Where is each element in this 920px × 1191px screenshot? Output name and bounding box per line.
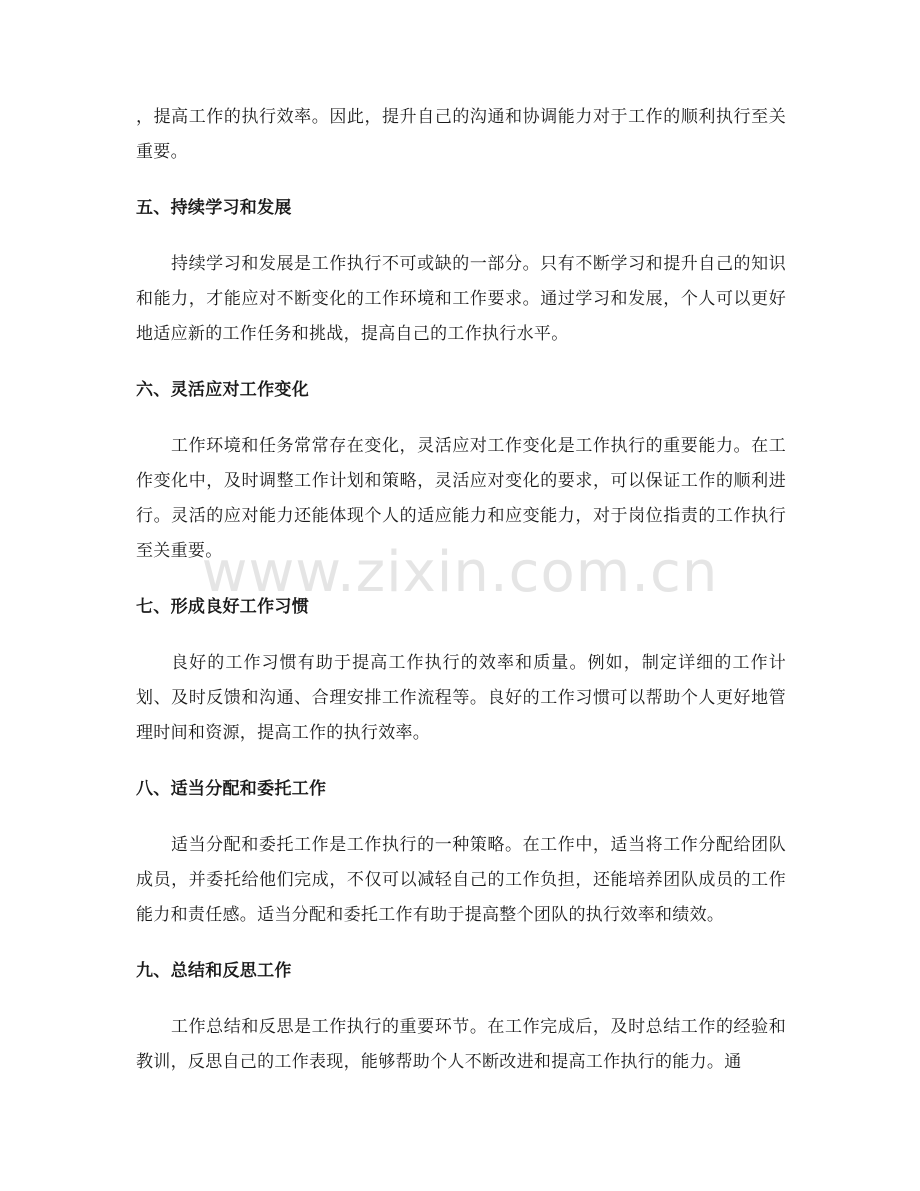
section-body-6: 工作环境和任务常常存在变化，灵活应对工作变化是工作执行的重要能力。在工作变化中，及时调整工作计划和策略，灵活应对变化的要求，可以保证工作的顺利进行。灵活的应对能力还能体现个人的适应能力和应变能力，对于岗位指责的工作执行至关重要。 xyxy=(136,436,786,561)
section-heading-5: 五、持续学习和发展 xyxy=(136,198,292,218)
section-body-9: 工作总结和反思是工作执行的重要环节。在工作完成后，及时总结工作的经验和教训，反思自己的工作表现，能够帮助个人不断改进和提高工作执行的能力。通 xyxy=(136,1017,786,1072)
section-body-8: 适当分配和委托工作是工作执行的一种策略。在工作中，适当将工作分配给团队成员，并委托给他们完成，不仅可以减轻自己的工作负担，还能培养团队成员的工作能力和责任感。适当分配和委托工作有助于提高整个团队的执行效率和绩效。 xyxy=(136,835,786,925)
section-body-5: 持续学习和发展是工作执行不可或缺的一部分。只有不断学习和提升自己的知识和能力，才能应对不断变化的工作环境和工作要求。通过学习和发展，个人可以更好地适应新的工作任务和挑战，提高自己的工作执行水平。 xyxy=(136,254,786,344)
section-heading-6: 六、灵活应对工作变化 xyxy=(136,380,309,400)
intro-paragraph: ，提高工作的执行效率。因此，提升自己的沟通和协调能力对于工作的顺利执行至关重要。 xyxy=(136,107,786,162)
watermark: www.zixin.com.cn xyxy=(201,540,719,605)
section-heading-9: 九、总结和反思工作 xyxy=(136,961,292,981)
section-heading-7: 七、形成良好工作习惯 xyxy=(136,597,309,617)
section-heading-8: 八、适当分配和委托工作 xyxy=(136,779,327,799)
document-page xyxy=(136,100,786,1080)
section-body-7: 良好的工作习惯有助于提高工作执行的效率和质量。例如，制定详细的工作计划、及时反馈和沟通、合理安排工作流程等。良好的工作习惯可以帮助个人更好地管理时间和资源，提高工作的执行效率。 xyxy=(136,653,786,743)
